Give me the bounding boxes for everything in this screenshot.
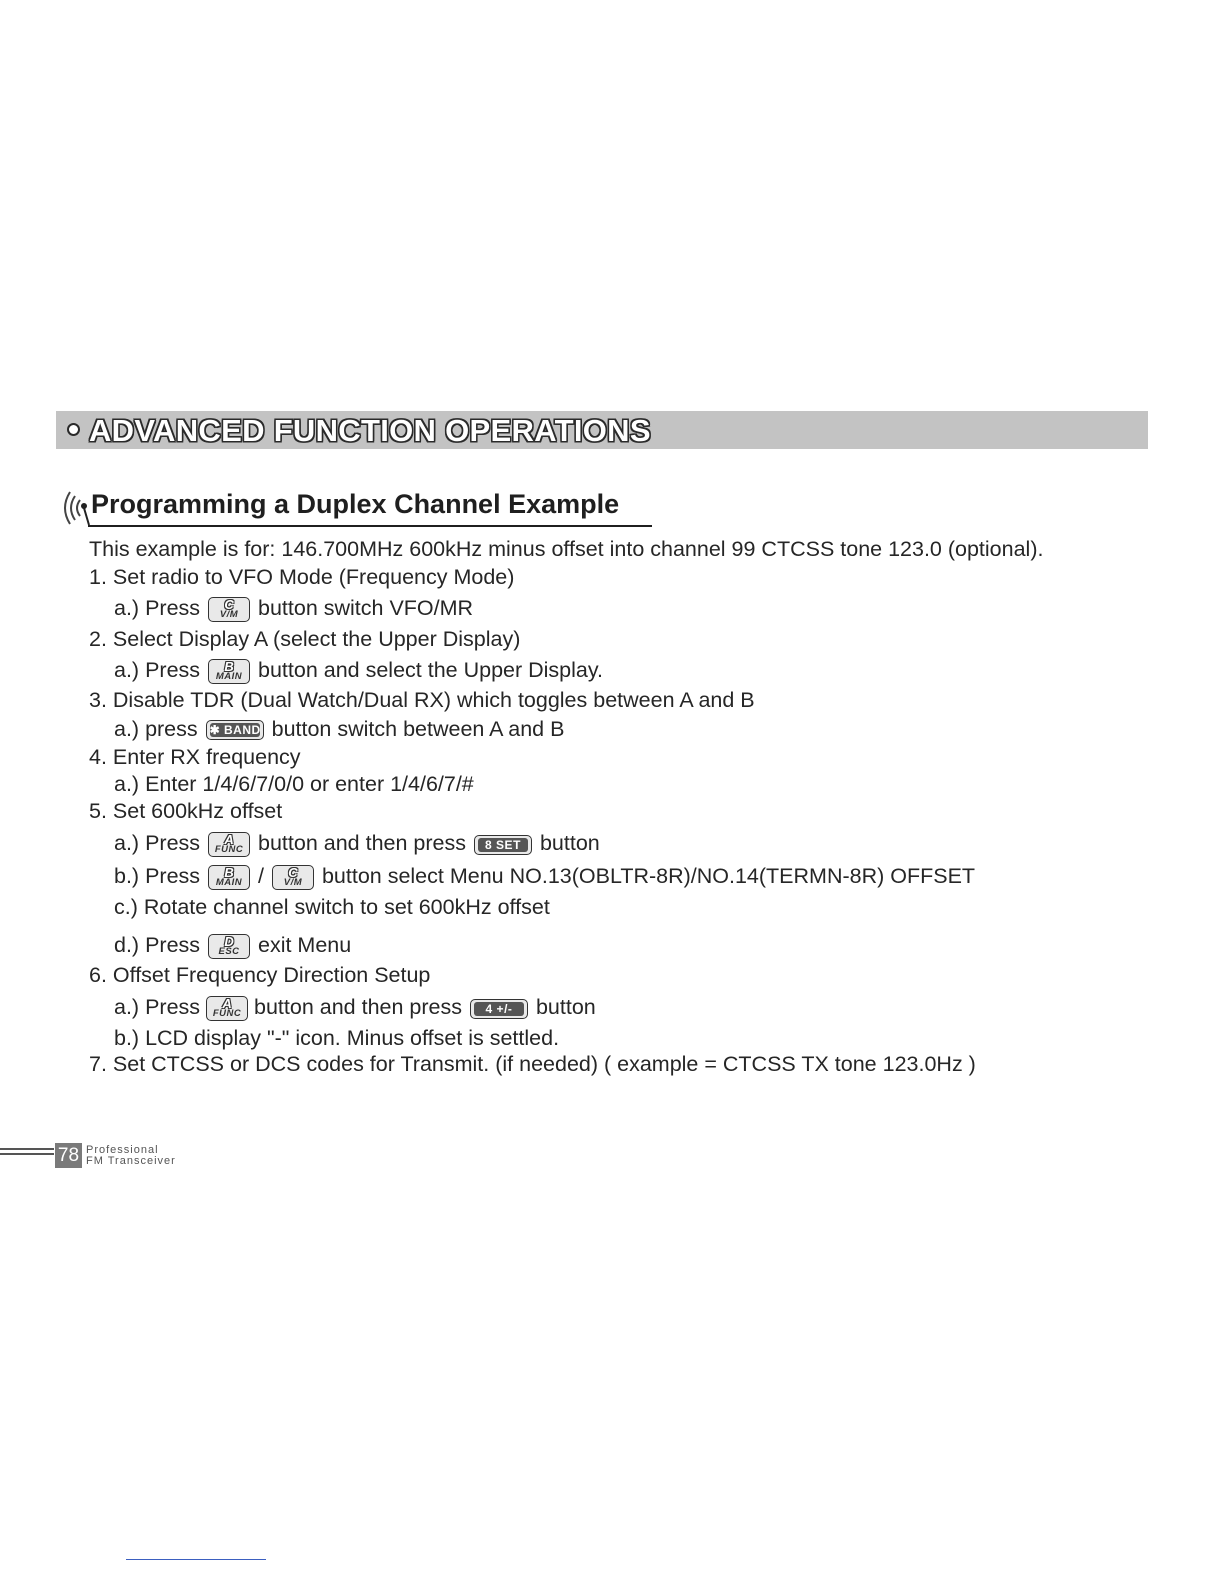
step-text: button select Menu NO.13(OBLTR-8R)/NO.14(TERMN-8R) OFFSET [321,864,976,889]
step-3: 3. Disable TDR (Dual Watch/Dual RX) which toggles between A and B [89,688,755,712]
step-4: 4. Enter RX frequency [89,745,301,769]
step-text: / [258,864,264,889]
footer-line-2: FM Transceiver [86,1155,176,1167]
step-text: a.) Press [114,995,201,1020]
step-5: 5. Set 600kHz offset [89,799,283,823]
4-plus-minus-key-icon: 4 +/- [470,999,528,1019]
d-esc-key-icon: D ESC [208,934,250,959]
radio-wave-icon [58,488,90,528]
bullet-icon [67,423,80,436]
step-text: b.) Press [114,864,201,889]
step-6a [114,996,596,1021]
step-text: button [535,995,596,1020]
step-4a: a.) Enter 1/4/6/7/0/0 or enter 1/4/6/7/# [114,772,474,796]
step-text: d.) Press [114,933,201,958]
step-text: button and select the Upper Display. [258,658,603,683]
step-text: button and then press [258,831,466,856]
8-set-key-icon: 8 SET [474,835,532,855]
step-5c: c.) Rotate channel switch to set 600kHz offset [114,895,550,919]
b-main-key-icon: B MAIN [208,865,250,890]
step-text: button switch between A and B [271,717,565,741]
step-2: 2. Select Display A (select the Upper Display) [89,627,521,651]
step-5d [114,934,351,959]
footer-line-1: Professional [86,1144,159,1156]
step-text: a.) Press [114,596,201,621]
step-2a [114,659,603,684]
c-vm-key-icon: C V/M [208,597,250,622]
band-key-icon: ✱ BAND [206,720,264,740]
footer-label [86,1145,176,1167]
footer-rule [0,1148,54,1162]
step-1: 1. Set radio to VFO Mode (Frequency Mode) [89,565,515,589]
title-underline [88,525,652,527]
intro-text: This example is for: 146.700MHz 600kHz minus offset into channel 99 CTCSS tone 123.0 (optional). [89,537,1044,561]
step-7: 7. Set CTCSS or DCS codes for Transmit. (if needed) ( example = CTCSS TX tone 123.0Hz ) [89,1052,976,1076]
a-func-key-icon: A FUNC [206,996,248,1021]
step-1a [114,597,473,622]
step-text: button [539,831,600,856]
page-number: 78 [55,1143,82,1168]
step-text: a.) Press [114,658,201,683]
step-text: a.) Press [114,831,201,856]
step-text: a.) press [114,717,198,741]
b-main-key-icon: B MAIN [208,659,250,684]
step-3a [114,719,564,741]
banner-title: ADVANCED FUNCTION OPERATIONS [89,413,651,448]
section-banner [56,411,1148,449]
c-vm-key-icon: C V/M [272,865,314,890]
step-6b: b.) LCD display "-" icon. Minus offset is settled. [114,1026,560,1050]
step-5a [114,832,600,857]
a-func-key-icon: A FUNC [208,832,250,857]
section-title: Programming a Duplex Channel Example [91,489,620,519]
step-text: button and then press [254,995,462,1020]
step-6: 6. Offset Frequency Direction Setup [89,963,431,987]
bottom-link-line [126,1559,266,1560]
step-text: exit Menu [258,933,352,958]
step-5b [114,865,975,890]
step-text: button switch VFO/MR [258,596,474,621]
